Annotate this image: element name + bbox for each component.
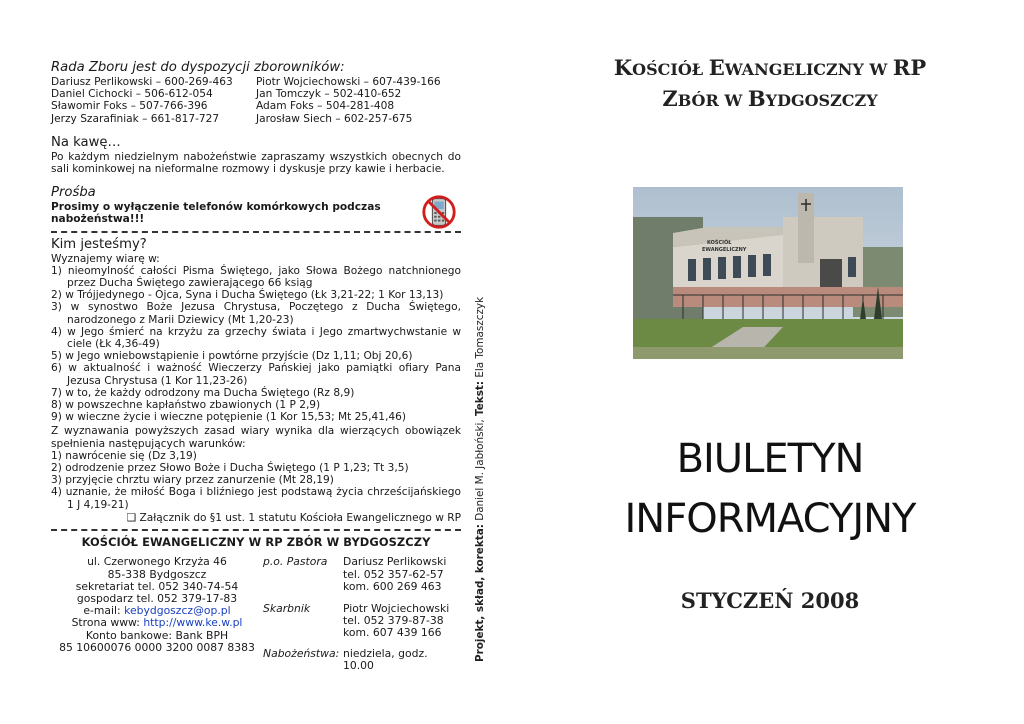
- contact-block: [51, 556, 461, 672]
- cover-title-line1: KOŚCIÓŁ EWANGELICZNY W RP: [613, 55, 927, 80]
- church-photo: [633, 187, 903, 359]
- treasurer-contact: Piotr Wojciechowski tel. 052 379-87-38 kom. 607 439 166: [343, 601, 450, 640]
- request-text: Prosimy o wyłączenie telefonów komórkowych podczas nabożeństwa!!!: [51, 201, 381, 226]
- address-line: sekretariat tel. 052 340-74-54: [75, 579, 239, 593]
- council-col-left: [51, 76, 256, 125]
- beliefs-list: [51, 265, 461, 424]
- list-item: 6) w aktualność i ważność Wieczerzy Pańskiej jako pamiątki ofiary Pana Jezusa Chrystusa (1 Kor 11,23-26): [51, 362, 461, 387]
- list-item: 7) w to, że każdy odrodzony ma Ducha Świętego (Rz 8,9): [51, 386, 355, 399]
- footer-church-title: KOŚCIÓŁ EWANGELICZNY W RP ZBÓR W BYDGOSZCZY: [81, 535, 431, 550]
- www-line: Strona www: http://www.ke.w.pl: [71, 616, 243, 630]
- pastor-row: [263, 556, 461, 593]
- list-item: 5) w Jego wniebowstąpienie i powtórne przyjście (Dz 1,11; Obj 20,6): [51, 350, 413, 363]
- request-heading: Prośba: [51, 185, 96, 201]
- church-building-image: [633, 187, 903, 359]
- list-item: 2) w Trójjedynego - Ojca, Syna i Ducha Świętego (Łk 3,21-22; 1 Kor 13,13): [51, 289, 444, 302]
- roles-block: [263, 556, 461, 672]
- council-member: Jarosław Siech – 602-257-675: [256, 112, 413, 125]
- council-member: Jerzy Szarafiniak – 661-817-727: [51, 112, 220, 125]
- address-line: gospodarz tel. 052 379-17-83: [76, 591, 238, 605]
- list-item: 2) odrodzenie przez Słowo Boże i Ducha Świętego (1 P 1,23; Tt 3,5): [51, 462, 409, 475]
- credits-vertical: Projekt, skład, korekta: Daniel M. Jabłoński, Tekst: Ela Tomaszczyk: [474, 296, 486, 662]
- cover-title-line2: ZBÓR W BYDGOSZCZY: [662, 86, 878, 111]
- coffee-heading: Na kawę…: [51, 134, 121, 150]
- conditions-list: [51, 450, 461, 511]
- council-member: Daniel Cichocki – 506-612-054: [51, 88, 213, 101]
- treasurer-label: Skarbnik: [263, 601, 311, 615]
- address-block: [51, 556, 263, 672]
- address-line: ul. Czerwonego Krzyża 46: [87, 555, 227, 569]
- council-member: Jan Tomczyk – 502-410-652: [256, 88, 402, 101]
- list-item: 9) w wieczne życie i wieczne potępienie (1 Kor 15,53; Mt 25,41,46): [51, 411, 406, 424]
- list-item: 1) nieomylność całości Pisma Świętego, jako Słowa Bożego natchnionego przez Ducha Świętego zawierającego 66 ksiąg: [51, 264, 461, 290]
- list-item: 4) w Jego śmierć na krzyżu za grzechy świata i Jego zmartwychwstanie w ciele (Łk 4,36-49): [51, 325, 461, 351]
- no-phone-icon: [420, 193, 458, 231]
- bulletin-title-line2: INFORMACYJNY: [624, 496, 916, 542]
- issue-date: STYCZEŃ 2008: [680, 588, 860, 613]
- conditions-intro: Z wyznawania powyższych zasad wiary wynika dla wierzących obowiązek spełnienia następujących warunków:: [51, 425, 461, 450]
- building-sign-line1: KOŚCIÓŁ: [707, 240, 732, 246]
- list-item: 1) nawrócenie się (Dz 3,19): [51, 449, 197, 462]
- address-line: 85-338 Bydgoszcz: [107, 567, 207, 581]
- council-member: Piotr Wojciechowski – 607-439-166: [256, 76, 441, 88]
- email-link[interactable]: kebydgoszcz@op.pl: [124, 604, 231, 618]
- services-row: [263, 648, 461, 672]
- bank-line: Konto bankowe: Bank BPH: [85, 628, 229, 642]
- pastor-label: p.o. Pastora: [263, 555, 328, 569]
- services-time: niedziela, godz. 10.00: [343, 646, 428, 672]
- bulletin-title-line1: BIULETYN: [676, 436, 864, 482]
- who-heading: Kim jesteśmy?: [51, 236, 147, 252]
- divider: [51, 529, 461, 531]
- who-intro: Wyznajemy wiarę w:: [51, 252, 160, 265]
- list-item: 3) w synostwo Boże Jezusa Chrystusa, Poczętego z Ducha Świętego, narodzonego z Marii Dziewicy (Mt 1,20-23): [51, 301, 461, 326]
- council-member: Dariusz Perlikowski – 600-269-463: [51, 76, 233, 88]
- list-item: 4) uznanie, że miłość Boga i bliźniego jest podstawą życia chrześcijańskiego 1 J 4,19-21): [51, 486, 461, 511]
- treasurer-row: [263, 603, 461, 640]
- coffee-text: Po każdym niedzielnym nabożeństwie zapraszamy wszystkich obecnych do sali kominkowej na nieformalne rozmowy i dyskusje przy kawie i herbacie.: [51, 150, 461, 176]
- building-sign-line2: EWANGELICZNY: [702, 247, 747, 253]
- council-col-right: [256, 76, 461, 125]
- council-contacts: [51, 76, 461, 125]
- pastor-contact: Dariusz Perlikowski tel. 052 357-62-57 kom. 600 269 463: [343, 555, 447, 593]
- council-heading: Rada Zboru jest do dyspozycji zborowników:: [51, 60, 345, 75]
- email-line: e-mail: kebydgoszcz@op.pl: [83, 604, 231, 618]
- list-item: 8) w powszechne kapłaństwo zbawionych (1 P 2,9): [51, 399, 321, 412]
- account-number: 85 10600076 0000 3200 0087 8383: [59, 640, 255, 654]
- council-member: Sławomir Foks – 507-766-396: [51, 100, 208, 113]
- council-member: Adam Foks – 504-281-408: [256, 100, 395, 113]
- divider: [51, 231, 461, 233]
- services-label: Nabożeństwa:: [263, 646, 340, 660]
- statute-note: ❑ Załącznik do §1 ust. 1 statutu Kościoła Ewangelicznego w RP: [126, 511, 461, 524]
- back-page: [51, 60, 461, 672]
- list-item: 3) przyjęcie chrztu wiary przez zanurzenie (Mt 28,19): [51, 474, 334, 487]
- website-link[interactable]: http://www.ke.w.pl: [143, 616, 243, 630]
- request-block: [51, 201, 461, 225]
